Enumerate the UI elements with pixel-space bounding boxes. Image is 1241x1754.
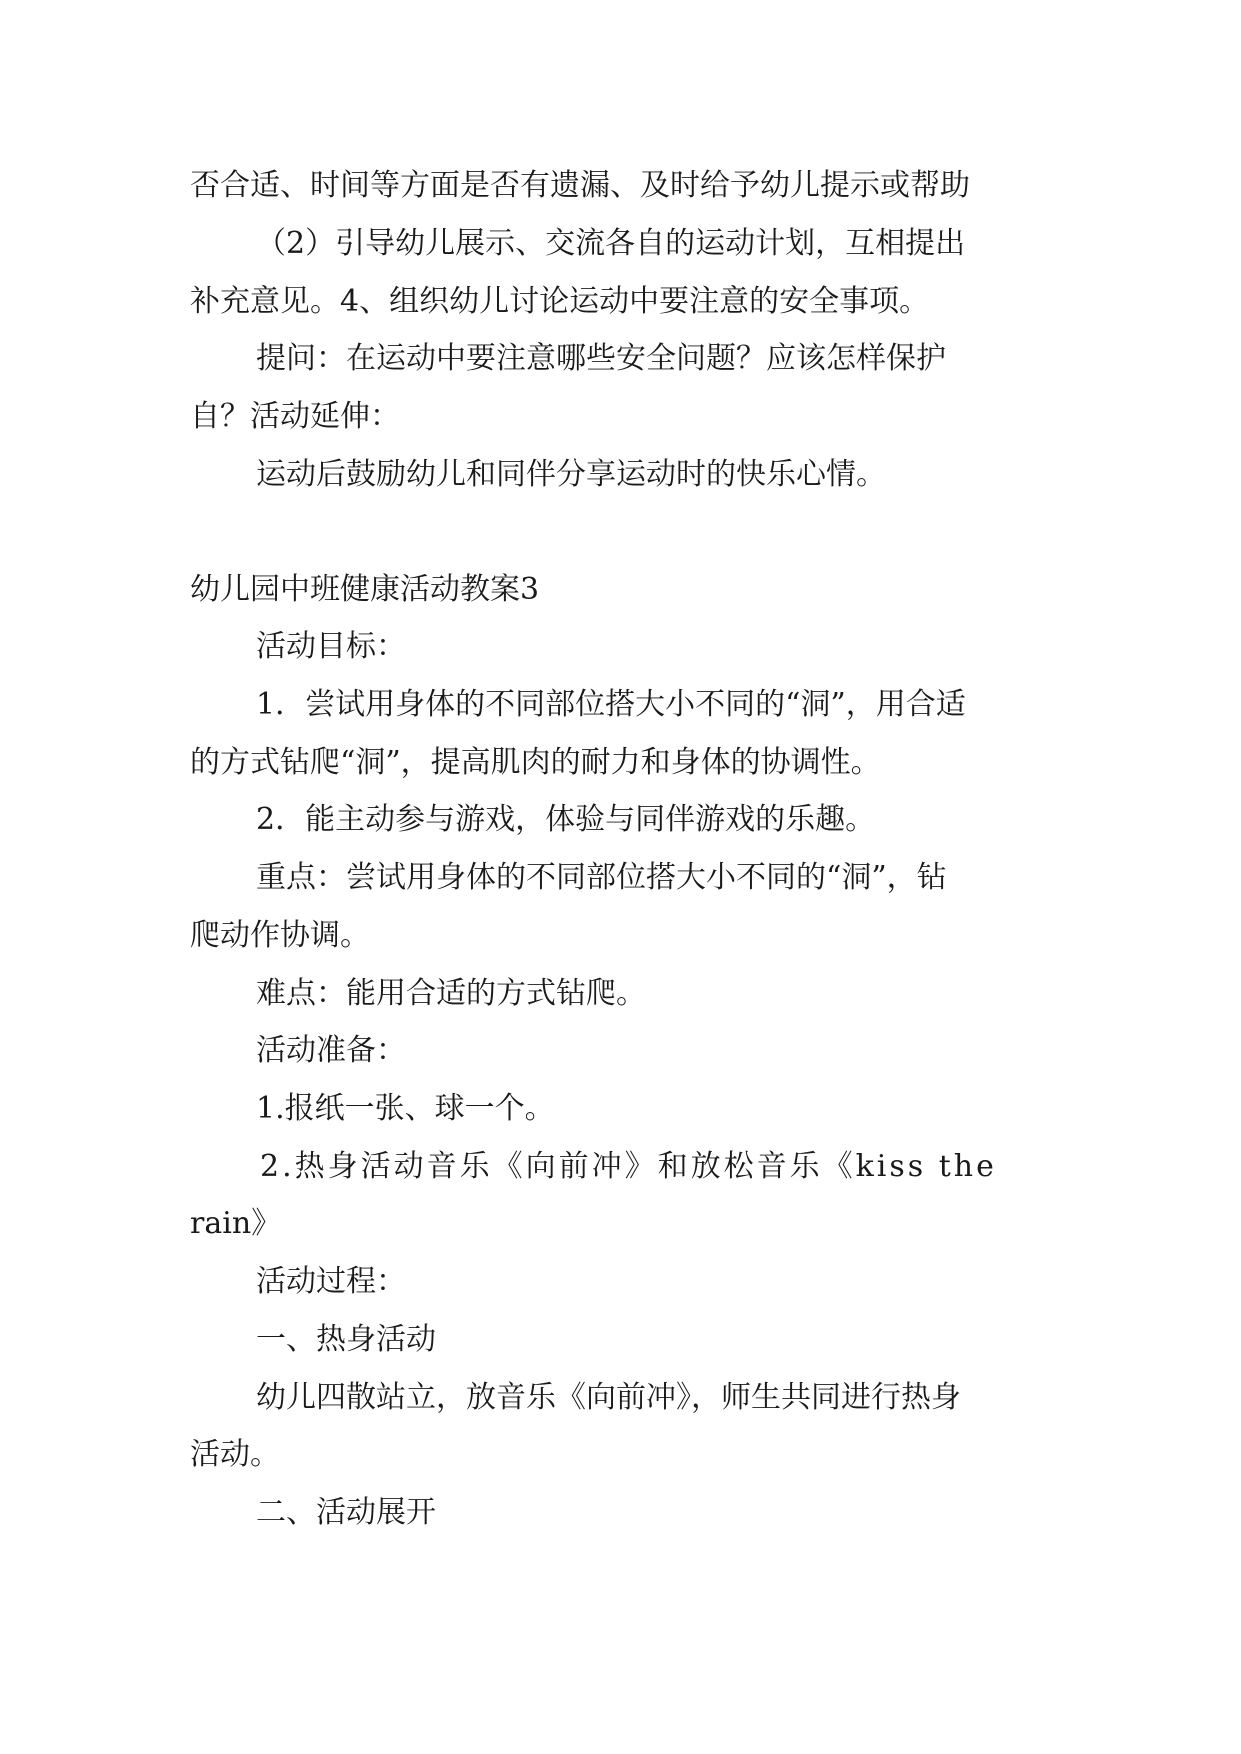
text-line: 活动准备： [256, 1033, 406, 1068]
section-heading: 幼儿园中班健康活动教案3 [190, 572, 540, 607]
text-line: 活动。 [190, 1437, 280, 1472]
text-line: rain》 [190, 1206, 282, 1241]
text-line: 二、活动展开 [256, 1495, 436, 1530]
text-line: 一、热身活动 [256, 1322, 436, 1357]
text-line: 爬动作协调。 [190, 918, 370, 953]
text-line: 自？活动延伸： [190, 399, 400, 434]
text-line: 难点：能用合适的方式钻爬。 [256, 976, 646, 1011]
text-line: 活动过程： [256, 1264, 406, 1299]
text-line: 补充意见。4、组织幼儿讨论运动中要注意的安全事项。 [190, 284, 930, 319]
text-line: 的方式钻爬“洞”，提高肌肉的耐力和身体的协调性。 [190, 745, 881, 780]
text-line: 运动后鼓励幼儿和同伴分享运动时的快乐心情。 [256, 457, 886, 492]
text-line: 2．能主动参与游戏，体验与同伴游戏的乐趣。 [256, 802, 876, 837]
text-line: 2.热身活动音乐《向前冲》和放松音乐《kiss the [260, 1149, 997, 1184]
text-line: 活动目标： [256, 629, 406, 664]
text-line: 否合适、时间等方面是否有遗漏、及时给予幼儿提示或帮助 [190, 168, 970, 203]
text-line: 幼儿四散站立，放音乐《向前冲》，师生共同进行热身 [256, 1380, 961, 1415]
text-line: 提问：在运动中要注意哪些安全问题？应该怎样保护 [256, 341, 946, 376]
text-line: 1．尝试用身体的不同部位搭大小不同的“洞”，用合适 [256, 687, 966, 722]
text-line: （2）引导幼儿展示、交流各自的运动计划，互相提出 [256, 226, 966, 261]
text-line: 重点：尝试用身体的不同部位搭大小不同的“洞”，钻 [256, 860, 947, 895]
text-line: 1.报纸一张、球一个。 [256, 1091, 555, 1126]
